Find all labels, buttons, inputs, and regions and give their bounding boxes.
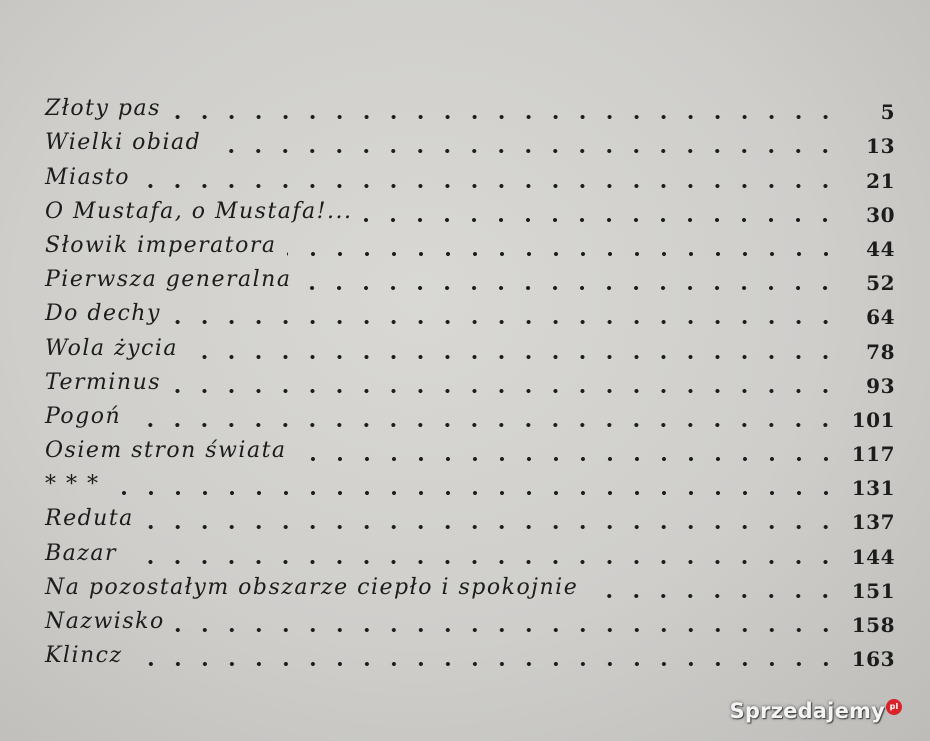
toc-entry-page: 158	[851, 613, 895, 637]
toc-entry	[45, 571, 895, 605]
toc-entry-page: 131	[851, 476, 895, 501]
watermark-text: Sprzedajemy	[729, 699, 885, 723]
dot-leader	[133, 661, 839, 667]
toc-entry-title: Osiem stron świata	[45, 438, 287, 464]
toc-entry-title: Złoty pas	[45, 96, 161, 122]
watermark-logo	[730, 699, 902, 723]
toc-entry-page: 52	[866, 271, 895, 296]
dot-leader	[131, 422, 839, 428]
toc-entry-title: * * *	[45, 472, 100, 498]
toc-entry	[45, 263, 895, 297]
dot-leader	[188, 354, 839, 360]
toc-entry	[45, 297, 895, 331]
toc-entry	[45, 195, 895, 229]
toc-entry	[45, 468, 895, 502]
toc-entry-page: 117	[851, 442, 895, 467]
toc-entry-page: 144	[851, 544, 895, 569]
toc-entry-title: Pogoń	[45, 403, 122, 429]
toc-entry-page: 21	[866, 168, 895, 193]
dot-leader	[171, 114, 839, 120]
toc-entry	[45, 434, 895, 468]
toc-entry-title: Bazar	[45, 540, 118, 566]
dot-leader	[297, 456, 839, 462]
dot-leader	[588, 593, 839, 599]
toc-entry	[45, 536, 895, 570]
toc-entry-title: Terminus	[45, 369, 162, 395]
dot-leader	[110, 490, 840, 496]
toc-entry	[45, 366, 895, 400]
toc-entry	[45, 160, 895, 194]
toc-entry-title: Miasto	[45, 164, 131, 190]
toc-entry-page: 93	[866, 373, 895, 398]
toc-entry-title: Do dechy	[45, 301, 161, 327]
toc-entry	[45, 502, 895, 536]
toc-entry	[45, 605, 895, 639]
toc-entry-page: 101	[851, 407, 895, 432]
toc-entry-title: Pierwsza generalna	[45, 267, 292, 293]
toc-entry-page: 163	[851, 647, 895, 672]
dot-leader	[362, 217, 839, 223]
toc-entry	[45, 331, 895, 365]
toc-entry-page: 78	[866, 339, 895, 364]
toc-entry-title: Wola życia	[45, 335, 179, 361]
toc-entry-title: Słowik imperatora	[45, 232, 277, 258]
dot-leader	[211, 148, 839, 154]
toc-entry-page: 64	[866, 305, 895, 330]
toc-entry-page: 5	[880, 100, 895, 125]
toc-entry	[45, 639, 895, 673]
toc-entry-page: 44	[866, 236, 895, 261]
toc-entry-title: Nazwisko	[45, 609, 165, 634]
toc-entry	[45, 126, 895, 160]
dot-leader	[140, 183, 839, 189]
toc-entry-page: 30	[866, 202, 895, 227]
dot-leader	[175, 627, 839, 633]
toc-entry-page: 151	[851, 578, 895, 603]
dot-leader	[287, 251, 840, 257]
toc-entry-page: 137	[851, 510, 895, 535]
toc-entry-title: Reduta	[45, 506, 134, 532]
toc-entry-page: 13	[866, 134, 895, 159]
toc-entry-title: Klincz	[45, 643, 123, 669]
dot-leader	[301, 285, 839, 291]
toc-entry-title: Na pozostałym obszarze ciepło i spokojnie	[45, 574, 579, 600]
watermark-badge: pl	[886, 699, 902, 715]
dot-leader	[171, 388, 839, 394]
toc-entry	[45, 229, 895, 263]
dot-leader	[171, 319, 839, 325]
toc-entry-title: O Mustafa, o Mustafa!...	[45, 198, 353, 224]
toc-entry	[45, 400, 895, 434]
table-of-contents	[45, 92, 895, 673]
toc-entry	[45, 92, 895, 126]
dot-leader	[144, 524, 839, 530]
dot-leader	[127, 559, 839, 565]
toc-entry-title: Wielki obiad	[45, 130, 202, 156]
